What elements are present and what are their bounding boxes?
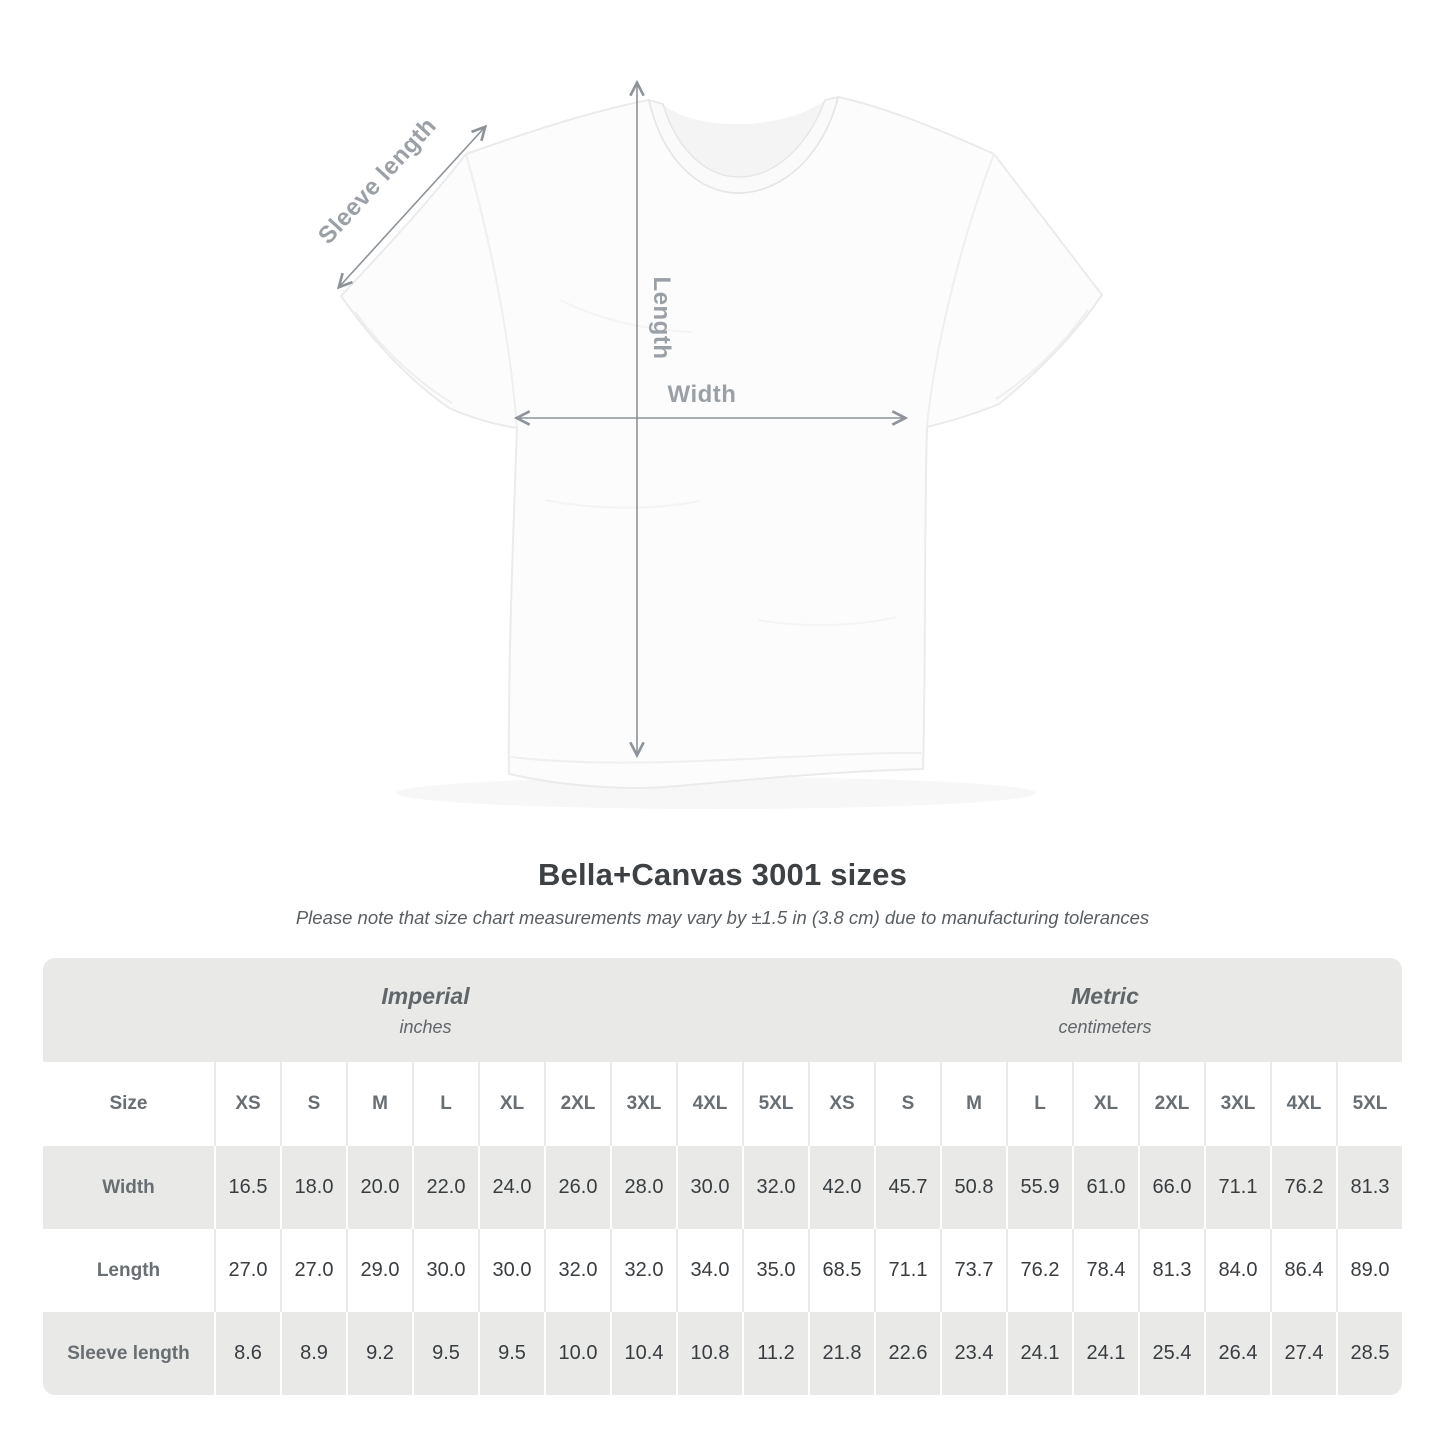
measurement-value: 27.4: [1270, 1312, 1336, 1395]
measurement-value: 71.1: [1204, 1146, 1270, 1229]
size-col-3xl-metric: 3XL: [1204, 1062, 1270, 1146]
measurement-value: 9.2: [346, 1312, 412, 1395]
size-col-m-imperial: M: [346, 1062, 412, 1146]
measurement-value: 30.0: [412, 1229, 478, 1312]
sleeve-length-label: Sleeve length: [313, 112, 442, 250]
measurement-value: 76.2: [1006, 1229, 1072, 1312]
measurement-value: 30.0: [478, 1229, 544, 1312]
size-col-l-metric: L: [1006, 1062, 1072, 1146]
measurement-value: 24.1: [1006, 1312, 1072, 1395]
size-col-3xl-imperial: 3XL: [610, 1062, 676, 1146]
measurement-value: 16.5: [214, 1146, 280, 1229]
measurement-value: 18.0: [280, 1146, 346, 1229]
measurement-value: 76.2: [1270, 1146, 1336, 1229]
row-label: Sleeve length: [43, 1312, 214, 1395]
units-header-row: [43, 958, 1402, 1062]
measurement-value: 8.9: [280, 1312, 346, 1395]
size-column-header: Size: [43, 1062, 214, 1146]
measurement-value: 50.8: [940, 1146, 1006, 1229]
measurement-value: 32.0: [742, 1146, 808, 1229]
measurement-value: 20.0: [346, 1146, 412, 1229]
metric-header: Metric: [1071, 982, 1139, 1009]
measurement-value: 10.4: [610, 1312, 676, 1395]
imperial-header-cell: [43, 958, 808, 1062]
tshirt-silhouette: [341, 97, 1102, 788]
measurement-value: 32.0: [610, 1229, 676, 1312]
size-col-xs-imperial: XS: [214, 1062, 280, 1146]
measurement-value: 68.5: [808, 1229, 874, 1312]
measurement-value: 55.9: [1006, 1146, 1072, 1229]
measurement-value: 84.0: [1204, 1229, 1270, 1312]
measurement-value: 24.0: [478, 1146, 544, 1229]
measurement-value: 10.8: [676, 1312, 742, 1395]
page-title: Bella+Canvas 3001 sizes: [537, 857, 908, 892]
measurement-value: 23.4: [940, 1312, 1006, 1395]
row-label: Length: [43, 1229, 214, 1312]
measurement-row-sleeve-length: [43, 1312, 1402, 1395]
measurement-value: 73.7: [940, 1229, 1006, 1312]
measurement-value: 71.1: [874, 1229, 940, 1312]
size-col-2xl-imperial: 2XL: [544, 1062, 610, 1146]
measurement-value: 30.0: [676, 1146, 742, 1229]
measurement-value: 35.0: [742, 1229, 808, 1312]
tolerance-note: Please note that size chart measurements may vary by ±1.5 in (3.8 cm) due to manufacturing tolerances: [295, 907, 1150, 928]
size-col-l-imperial: L: [412, 1062, 478, 1146]
measurement-value: 9.5: [478, 1312, 544, 1395]
size-col-xl-imperial: XL: [478, 1062, 544, 1146]
size-col-4xl-metric: 4XL: [1270, 1062, 1336, 1146]
measurement-value: 86.4: [1270, 1229, 1336, 1312]
measurement-value: 26.0: [544, 1146, 610, 1229]
size-col-s-metric: S: [874, 1062, 940, 1146]
measurement-value: 27.0: [280, 1229, 346, 1312]
imperial-header: Imperial: [381, 982, 470, 1009]
size-col-5xl-metric: 5XL: [1336, 1062, 1402, 1146]
metric-header-cell: [808, 958, 1402, 1062]
row-label: Width: [43, 1146, 214, 1229]
measurement-value: 34.0: [676, 1229, 742, 1312]
measurement-value: 22.0: [412, 1146, 478, 1229]
measurement-value: 9.5: [412, 1312, 478, 1395]
size-col-xs-metric: XS: [808, 1062, 874, 1146]
measurement-value: 11.2: [742, 1312, 808, 1395]
measurement-row-width: [43, 1146, 1402, 1229]
measurement-row-length: [43, 1229, 1402, 1312]
measurement-value: 42.0: [808, 1146, 874, 1229]
measurement-value: 45.7: [874, 1146, 940, 1229]
measurement-value: 28.0: [610, 1146, 676, 1229]
width-label: Width: [667, 381, 737, 408]
measurement-value: 81.3: [1336, 1146, 1402, 1229]
measurement-value: 26.4: [1204, 1312, 1270, 1395]
size-col-2xl-metric: 2XL: [1138, 1062, 1204, 1146]
measurement-value: 22.6: [874, 1312, 940, 1395]
measurement-value: 89.0: [1336, 1229, 1402, 1312]
size-table: [43, 958, 1402, 1395]
metric-unit-label: centimeters: [1058, 1016, 1152, 1037]
length-label: Length: [648, 276, 675, 360]
imperial-unit-label: inches: [399, 1016, 452, 1037]
size-col-m-metric: M: [940, 1062, 1006, 1146]
measurement-value: 29.0: [346, 1229, 412, 1312]
size-col-5xl-imperial: 5XL: [742, 1062, 808, 1146]
measurement-value: 81.3: [1138, 1229, 1204, 1312]
measurement-value: 25.4: [1138, 1312, 1204, 1395]
measurement-value: 78.4: [1072, 1229, 1138, 1312]
measurement-value: 24.1: [1072, 1312, 1138, 1395]
measurement-value: 21.8: [808, 1312, 874, 1395]
measurement-value: 8.6: [214, 1312, 280, 1395]
measurement-value: 28.5: [1336, 1312, 1402, 1395]
size-col-xl-metric: XL: [1072, 1062, 1138, 1146]
measurement-value: 32.0: [544, 1229, 610, 1312]
size-col-s-imperial: S: [280, 1062, 346, 1146]
measurement-value: 10.0: [544, 1312, 610, 1395]
size-header-row: [43, 1062, 1402, 1146]
measurement-value: 61.0: [1072, 1146, 1138, 1229]
size-table-grid: [43, 958, 1402, 1395]
measurement-value: 66.0: [1138, 1146, 1204, 1229]
size-col-4xl-imperial: 4XL: [676, 1062, 742, 1146]
measurement-value: 27.0: [214, 1229, 280, 1312]
